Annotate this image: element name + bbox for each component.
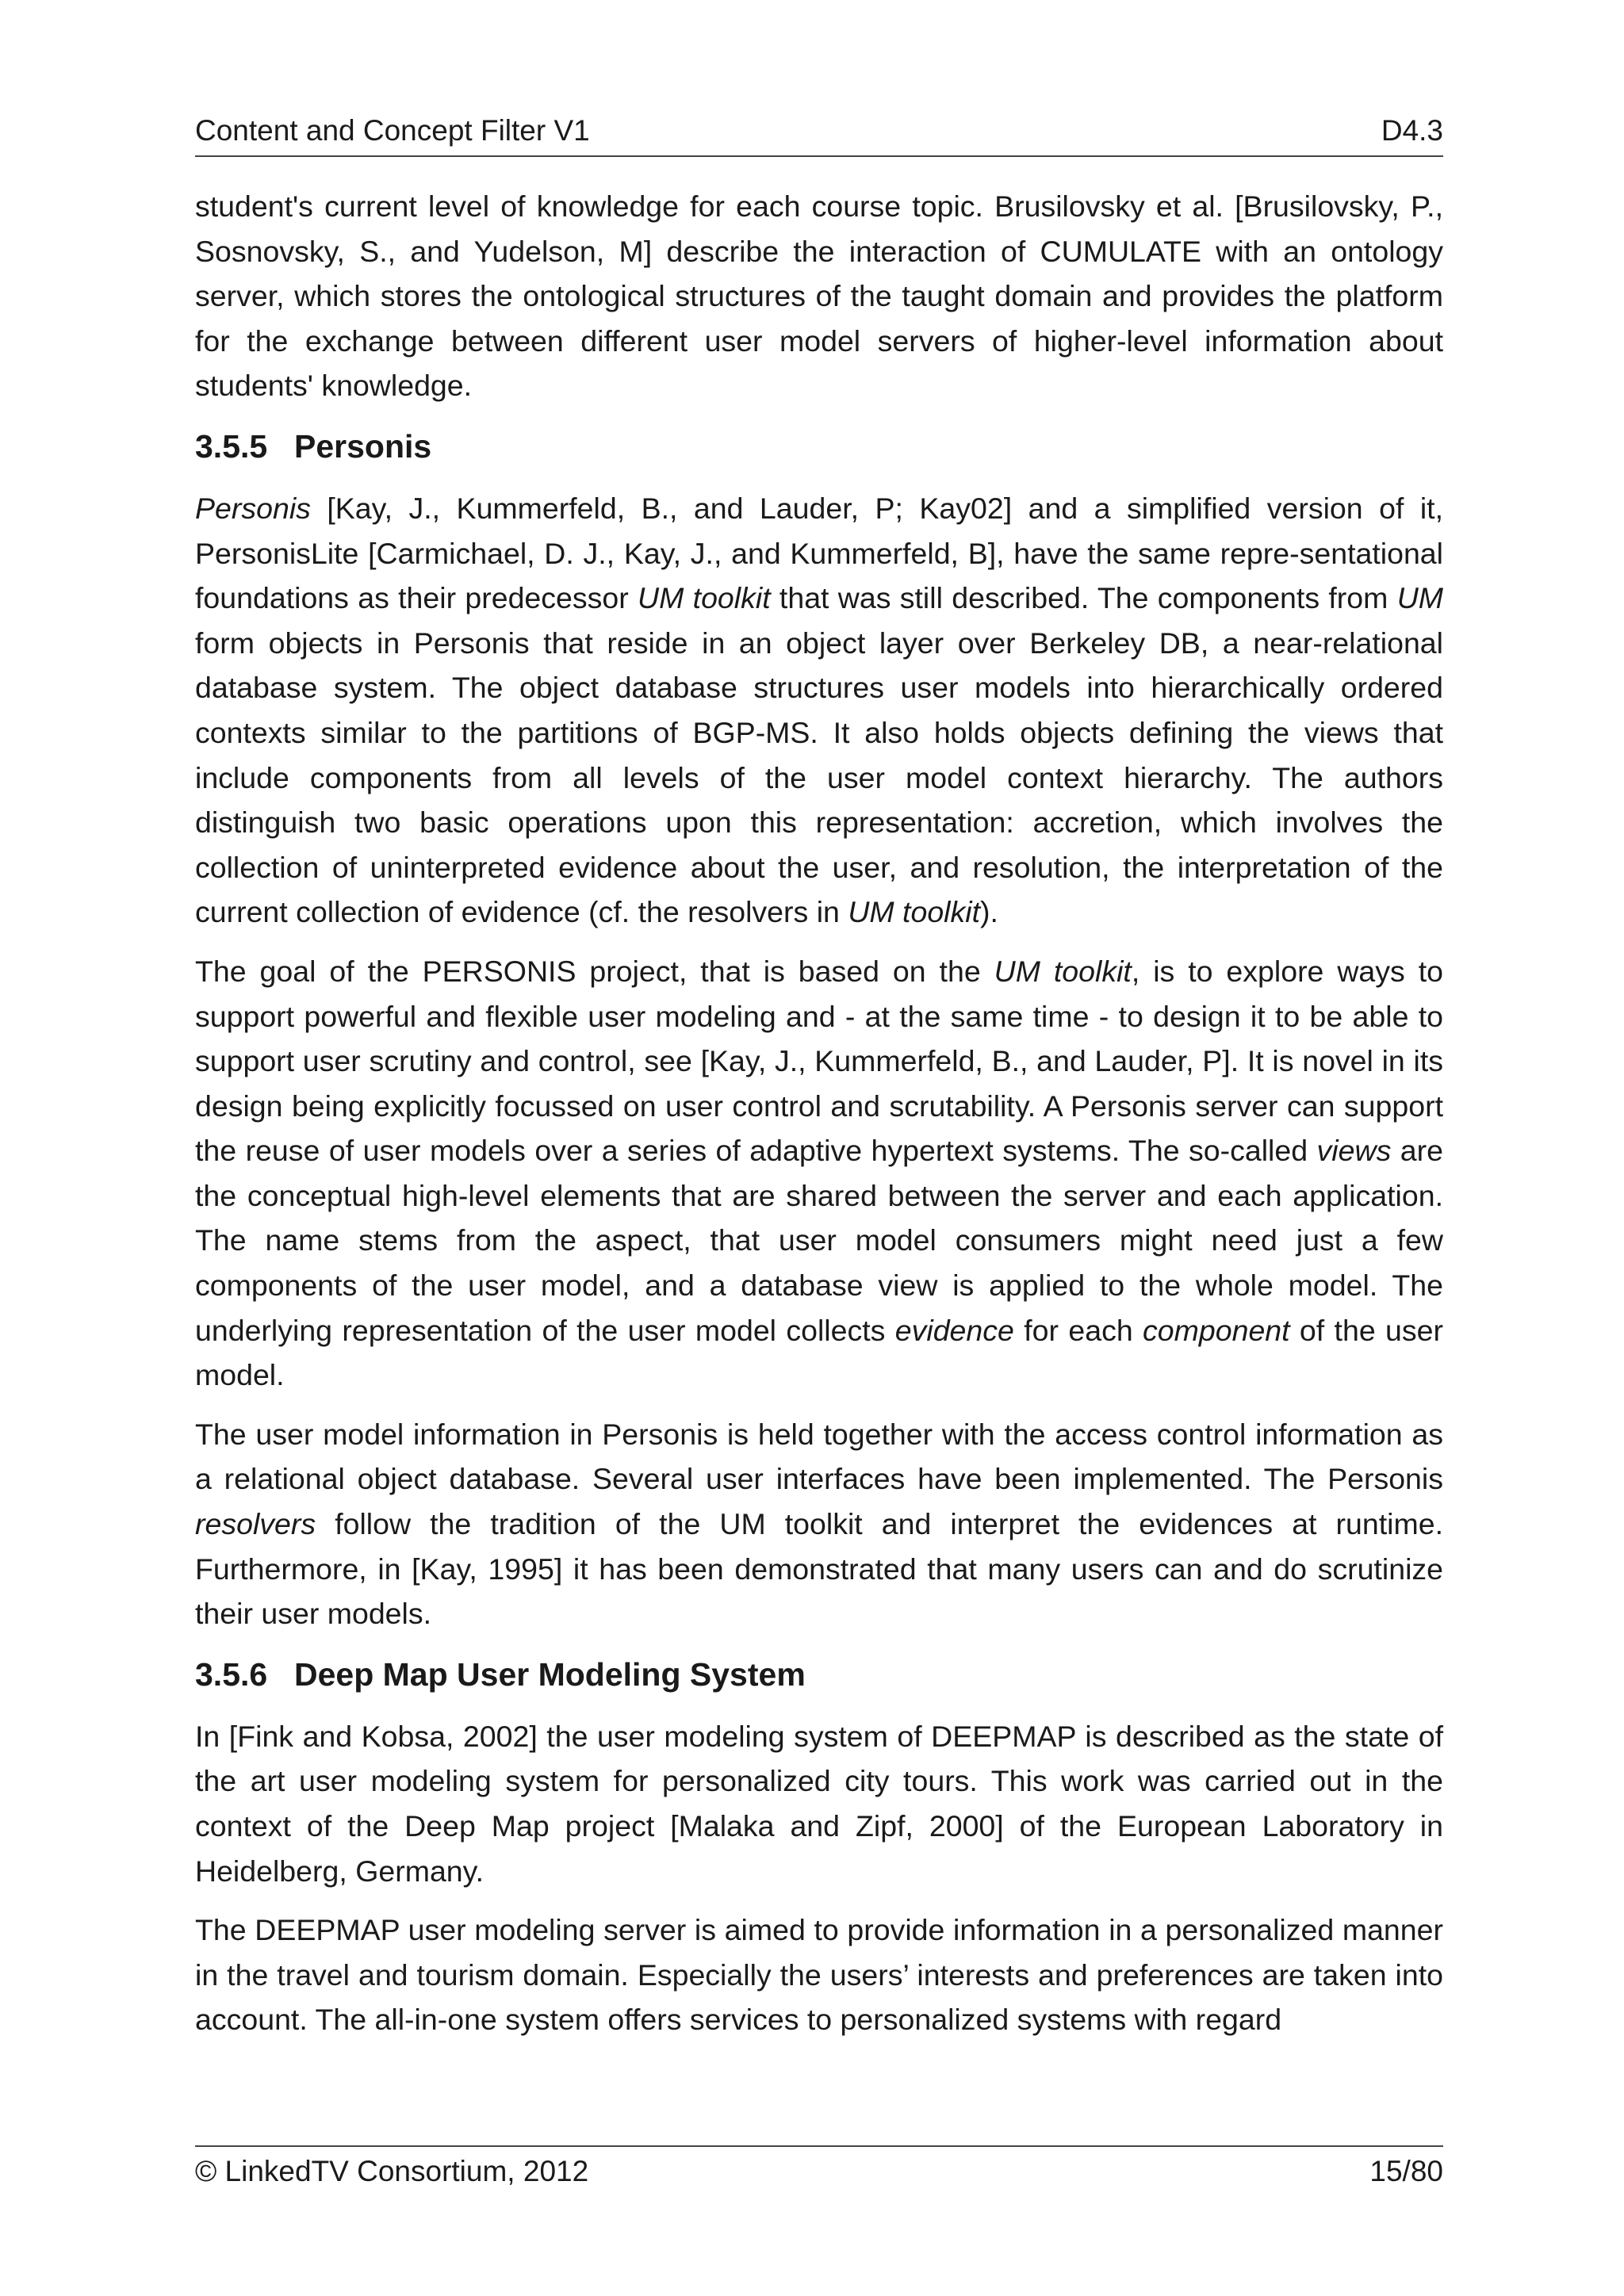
- paragraph-deepmap-server: The DEEPMAP user modeling server is aimed to provide information in a personalized manner in the travel and tourism domain. Especially the users’ interests and preferences are taken into account. The all-in-one system offers services to personalized systems with regard: [195, 1913, 1443, 2037]
- paragraph-cumulate: student's current level of knowledge for each course topic. Brusilovsky et al. [Brusilovsky, P., Sosnovsky, S., and Yudelson, M] describe the interaction of CUMULATE with an ontology server, which stores the ontological structures of the taught domain and provides the platform for the exchange between different user model servers of higher-level information about students' knowledge.: [195, 189, 1443, 403]
- section-heading-personis: [195, 424, 1443, 469]
- footer-page-number: 15/80: [1369, 2155, 1443, 2187]
- footer-copyright: © LinkedTV Consortium, 2012: [195, 2155, 589, 2187]
- paragraph-personis-database: The user model information in Personis is held together with the access control information as a relational object database. Several user interfaces have been implemented. The Personis resolvers follow the tradition of the UM toolkit and interpret the evidences at runtime. Furthermore, in [Kay, 1995] it has been demonstrated that many users can and do scrutinize their user models.: [195, 1417, 1443, 1631]
- page-footer: [195, 2145, 1443, 2193]
- section-number: 3.5.6: [195, 1655, 268, 1693]
- section-title: Deep Map User Modeling System: [294, 1655, 806, 1693]
- section-heading-deep-map: [195, 1652, 1443, 1697]
- paragraph-deepmap-intro: In [Fink and Kobsa, 2002] the user modeling system of DEEPMAP is described as the state of the art user modeling system for personalized city tours. This work was carried out in the context of the Deep Map project [Malaka and Zipf, 2000] of the European Laboratory in Heidelberg, Germany.: [195, 1719, 1443, 1888]
- paragraph-personis-goal: The goal of the PERSONIS project, that is based on the UM toolkit, is to explore ways to support powerful and flexible user modeling and - at the same time - to design it to be able to support user scrutiny and control, see [Kay, J., Kummerfeld, B., and Lauder, P]. It is novel in its design being explicitly focussed on user control and scrutability. A Personis server can support the reuse of user models over a series of adaptive hypertext systems. The so-called views are the conceptual high-level elements that are shared between the server and each application. The name stems from the aspect, that user model consumers might need just a few components of the user model, and a database view is applied to the whole model. The underlying representation of the user model collects evidence for each component of the user model.: [195, 954, 1443, 1392]
- header-doc-id: D4.3: [1381, 114, 1443, 147]
- header-title: Content and Concept Filter V1: [195, 114, 590, 147]
- page-body: [195, 184, 1443, 2057]
- page-header: [195, 109, 1443, 157]
- section-title: Personis: [294, 427, 432, 465]
- paragraph-personis-intro: Personis [Kay, J., Kummerfeld, B., and Lauder, P; Kay02] and a simplified version of it, PersonisLite [Carmichael, D. J., Kay, J., and Kummerfeld, B], have the same repre-sentational foundations as their predecessor UM toolkit that was still described. The components from UM form objects in Personis that reside in an object layer over Berkeley DB, a near-relational database system. The object database structures user models into hierarchically ordered contexts similar to the partitions of BGP-MS. It also holds objects defining the views that include components from all levels of the user model context hierarchy. The authors distinguish two basic operations upon this representation: accretion, which involves the collection of uninterpreted evidence about the user, and resolution, the interpretation of the current collection of evidence (cf. the resolvers in UM toolkit).: [195, 491, 1444, 929]
- section-number: 3.5.5: [195, 427, 268, 465]
